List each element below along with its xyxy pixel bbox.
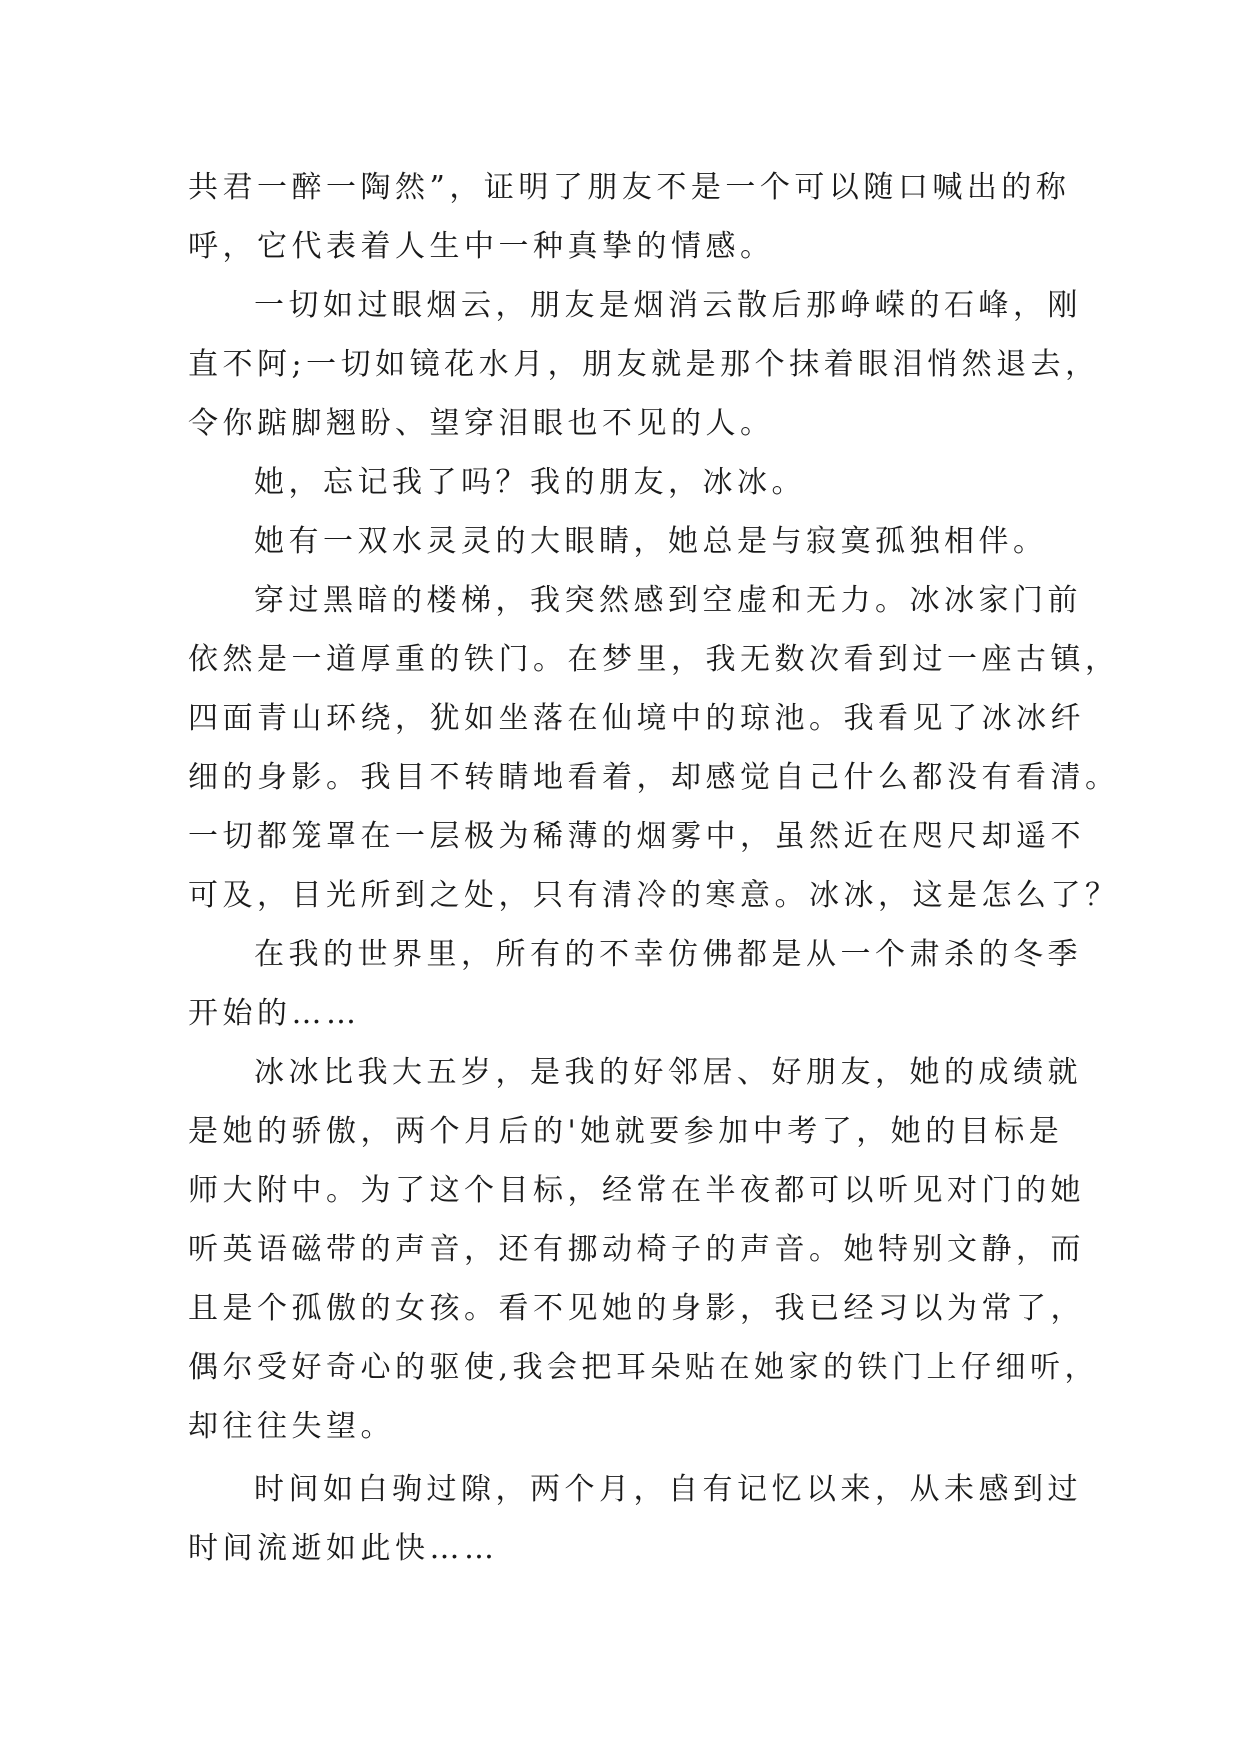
text-line: 一切如过眼烟云，朋友是烟消云散后那峥嵘的石峰，刚: [254, 288, 1082, 323]
text-line: 四面青山环绕，犹如坐落在仙境中的琼池。我看见了冰冰纤: [188, 701, 1085, 736]
body-text: [188, 158, 1120, 1578]
text-line: 师大附中。为了这个目标，经常在半夜都可以听见对门的她: [188, 1173, 1085, 1208]
text-line: 且是个孤傲的女孩。看不见她的身影，我已经习以为常了，: [188, 1291, 1085, 1326]
text-line: 开始的……: [188, 996, 361, 1031]
text-line: 听英语磁带的声音，还有挪动椅子的声音。她特别文静，而: [188, 1232, 1085, 1267]
text-line: 是她的骄傲，两个月后的'她就要参加中考了，她的目标是: [188, 1114, 1064, 1149]
text-line: 依然是一道厚重的铁门。在梦里，我无数次看到过一座古镇，: [188, 642, 1120, 677]
text-line: 令你踮脚翘盼、望穿泪眼也不见的人。: [188, 406, 775, 441]
text-line: 细的身影。我目不转睛地看着，却感觉自己什么都没有看清。: [188, 760, 1120, 795]
text-line: 在我的世界里，所有的不幸仿佛都是从一个肃杀的冬季: [254, 937, 1082, 972]
text-line: 一切都笼罩在一层极为稀薄的烟雾中，虽然近在咫尺却遥不: [188, 819, 1085, 854]
text-line: 穿过黑暗的楼梯，我突然感到空虚和无力。冰冰家门前: [254, 583, 1082, 618]
text-line: 呼，它代表着人生中一种真挚的情感。: [188, 229, 775, 264]
text-line: 冰冰比我大五岁，是我的好邻居、好朋友，她的成绩就: [254, 1055, 1082, 1090]
text-line: 却往往失望。: [188, 1409, 395, 1444]
text-line: 时间流逝如此快……: [188, 1531, 499, 1566]
text-line: 她，忘记我了吗？我的朋友，冰冰。: [254, 465, 806, 500]
text-line: 她有一双水灵灵的大眼睛，她总是与寂寞孤独相伴。: [254, 524, 1048, 559]
text-line: 共君一醉一陶然”，证明了朋友不是一个可以随口喊出的称: [188, 170, 1071, 205]
text-line: 时间如白驹过隙，两个月，自有记忆以来，从未感到过: [254, 1472, 1082, 1507]
text-line: 可及，目光所到之处，只有清冷的寒意。冰冰，这是怎么了？: [188, 878, 1120, 913]
text-line: 直不阿;一切如镜花水月，朋友就是那个抹着眼泪悄然退去，: [188, 347, 1100, 382]
text-line: 偶尔受好奇心的驱使,我会把耳朵贴在她家的铁门上仔细听，: [188, 1350, 1100, 1385]
